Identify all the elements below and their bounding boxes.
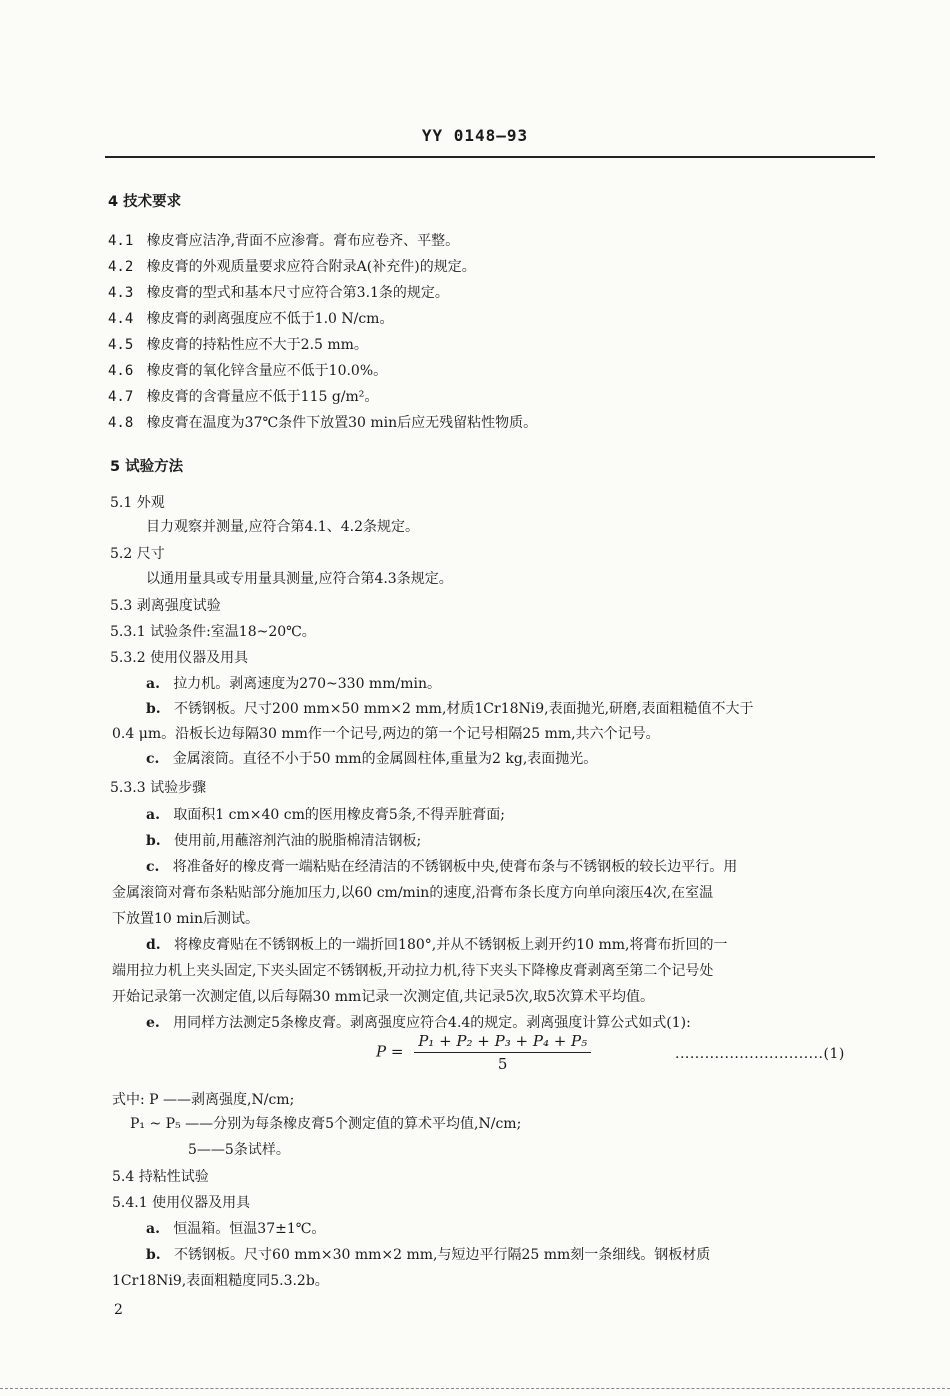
- clause-text: 橡皮膏的含膏量应不低于115 g/m²。: [146, 389, 379, 405]
- item-text: 不锈钢板。尺寸200 mm×50 mm×2 mm,材质1Cr18Ni9,表面抛光,研磨,表面粗糙值不大于: [174, 701, 754, 717]
- document-code-header: YY 0148—93: [421, 126, 529, 145]
- item-text: 金属滚筒。直径不小于50 mm的金属圆柱体,重量为2 kg,表面抛光。: [172, 751, 598, 767]
- clause-number: 4.7: [108, 389, 134, 405]
- item-text: 不锈钢板。尺寸60 mm×30 mm×2 mm,与短边平行隔25 mm刻一条细线。钢板材质: [174, 1247, 711, 1263]
- where-line-2: P₁ ~ P₅ ——分别为每条橡皮膏5个测定值的算术平均值,N/cm;: [130, 1116, 522, 1132]
- clause-5-3-3-heading: 5.3.3 试验步骤: [110, 780, 207, 796]
- section-4-title: 4 技术要求: [108, 194, 182, 210]
- item-5-3-3-c-line-2: 金属滚筒对膏布条粘贴部分施加压力,以60 cm/min的速度,沿膏布条长度方向单向滚压4次,在室温: [112, 885, 714, 901]
- item-5-3-3-d-line-3: 开始记录第一次测定值,以后每隔30 mm记录一次测定值,共记录5次,取5次算术平均值。: [112, 989, 654, 1005]
- clause-5-4-heading: 5.4 持粘性试验: [112, 1169, 209, 1185]
- formula-lhs: P =: [376, 1042, 404, 1061]
- clause-4-4: [108, 308, 393, 328]
- clause-5-3-heading: 5.3 剥离强度试验: [110, 598, 221, 614]
- formula-fraction: [414, 1032, 591, 1073]
- where-line-3: 5——5条试样。: [188, 1142, 290, 1158]
- item-label: b.: [146, 833, 161, 849]
- item-5-3-2-c: [146, 748, 597, 768]
- item-text: 将橡皮膏贴在不锈钢板上的一端折回180°,并从不锈钢板上剥开约10 mm,将膏布折回的一: [174, 937, 728, 953]
- clause-number: 4.3: [108, 285, 134, 301]
- item-label: e.: [146, 1015, 160, 1031]
- item-5-3-3-c: [146, 856, 737, 876]
- formula-number: [675, 1046, 845, 1062]
- section-5-title: 5 试验方法: [110, 459, 184, 475]
- header-rule: [105, 156, 875, 158]
- clause-number: 4.1: [108, 233, 134, 249]
- clause-5-4-1: 5.4.1 使用仪器及用具: [112, 1195, 251, 1211]
- page-number: 2: [114, 1302, 123, 1318]
- item-text: 使用前,用蘸溶剂汽油的脱脂棉清洁钢板;: [174, 833, 422, 849]
- item-label: c.: [146, 751, 160, 767]
- formula-leader-dots: ..............................: [675, 1046, 824, 1062]
- item-label: a.: [146, 1221, 160, 1237]
- item-5-4-1-b: [146, 1244, 710, 1264]
- item-text: 将准备好的橡皮膏一端粘贴在经清洁的不锈钢板中央,使膏布条与不锈钢板的较长边平行。用: [172, 859, 738, 875]
- item-5-3-2-a: [146, 673, 441, 693]
- item-text: 恒温箱。恒温37±1℃。: [173, 1221, 326, 1237]
- item-label: b.: [146, 701, 161, 717]
- item-label: c.: [146, 859, 160, 875]
- item-5-4-1-a: [146, 1218, 325, 1238]
- clause-4-2: [108, 256, 476, 276]
- clause-5-1-body: 目力观察并测量,应符合第4.1、4.2条规定。: [146, 519, 419, 535]
- item-5-3-2-b-continued: 0.4 μm。沿板长边每隔30 mm作一个记号,两边的第一个记号相隔25 mm,共六个记号。: [112, 726, 660, 742]
- clause-text: 橡皮膏在温度为37℃条件下放置30 min后应无残留粘性物质。: [146, 415, 538, 431]
- clause-5-3-2-heading: 5.3.2 使用仪器及用具: [110, 650, 249, 666]
- where-line-1: 式中: P ——剥离强度,N/cm;: [112, 1092, 295, 1108]
- clause-number: 4.5: [108, 337, 134, 353]
- item-text: 取面积1 cm×40 cm的医用橡皮膏5条,不得弄脏膏面;: [173, 807, 505, 823]
- clause-4-8: [108, 412, 537, 432]
- clause-4-6: [108, 360, 387, 380]
- item-text: 用同样方法测定5条橡皮膏。剥离强度应符合4.4的规定。剥离强度计算公式如式(1):: [173, 1015, 691, 1031]
- clause-number: 4.2: [108, 259, 134, 275]
- item-label: b.: [146, 1247, 161, 1263]
- formula-denominator: 5: [497, 1055, 508, 1073]
- clause-4-5: [108, 334, 368, 354]
- clause-number: 4.4: [108, 311, 134, 327]
- peel-strength-formula: [376, 1032, 591, 1073]
- clause-text: 橡皮膏的剥离强度应不低于1.0 N/cm。: [146, 311, 394, 327]
- formula-numerator: P₁ + P₂ + P₃ + P₄ + P₅: [414, 1032, 591, 1053]
- item-5-3-3-a: [146, 804, 505, 824]
- clause-4-1: [108, 230, 459, 250]
- clause-text: 橡皮膏的型式和基本尺寸应符合第3.1条的规定。: [146, 285, 449, 301]
- item-5-3-3-b: [146, 830, 421, 850]
- item-5-3-3-d-line-2: 端用拉力机上夹头固定,下夹头固定不锈钢板,开动拉力机,待下夹头下降橡皮膏剥离至第二个记号处: [112, 963, 714, 979]
- item-5-3-3-e: [146, 1012, 691, 1032]
- item-5-3-2-b: [146, 698, 754, 718]
- item-5-3-3-c-line-3: 下放置10 min后测试。: [112, 911, 260, 927]
- clause-5-2-heading: 5.2 尺寸: [110, 546, 165, 562]
- item-label: a.: [146, 807, 160, 823]
- clause-number: 4.8: [108, 415, 134, 431]
- item-label: d.: [146, 937, 161, 953]
- clause-4-3: [108, 282, 449, 302]
- clause-5-3-1: 5.3.1 试验条件:室温18~20℃。: [110, 624, 316, 640]
- equation-number: (1): [823, 1046, 845, 1062]
- clause-text: 橡皮膏的氧化锌含量应不低于10.0%。: [146, 363, 388, 379]
- clause-text: 橡皮膏应洁净,背面不应渗膏。膏布应卷齐、平整。: [146, 233, 460, 249]
- clause-text: 橡皮膏的持粘性应不大于2.5 mm。: [146, 337, 368, 353]
- clause-number: 4.6: [108, 363, 134, 379]
- item-5-3-3-d: [146, 934, 727, 954]
- item-label: a.: [146, 676, 160, 692]
- item-5-4-1-b-continued: 1Cr18Ni9,表面粗糙度同5.3.2b。: [112, 1273, 329, 1289]
- clause-4-7: [108, 386, 378, 406]
- scan-edge-line: [0, 1388, 950, 1389]
- item-text: 拉力机。剥离速度为270~330 mm/min。: [173, 676, 441, 692]
- clause-5-2-body: 以通用量具或专用量具测量,应符合第4.3条规定。: [146, 571, 453, 587]
- clause-5-1-heading: 5.1 外观: [110, 495, 165, 511]
- clause-text: 橡皮膏的外观质量要求应符合附录A(补充件)的规定。: [146, 259, 476, 275]
